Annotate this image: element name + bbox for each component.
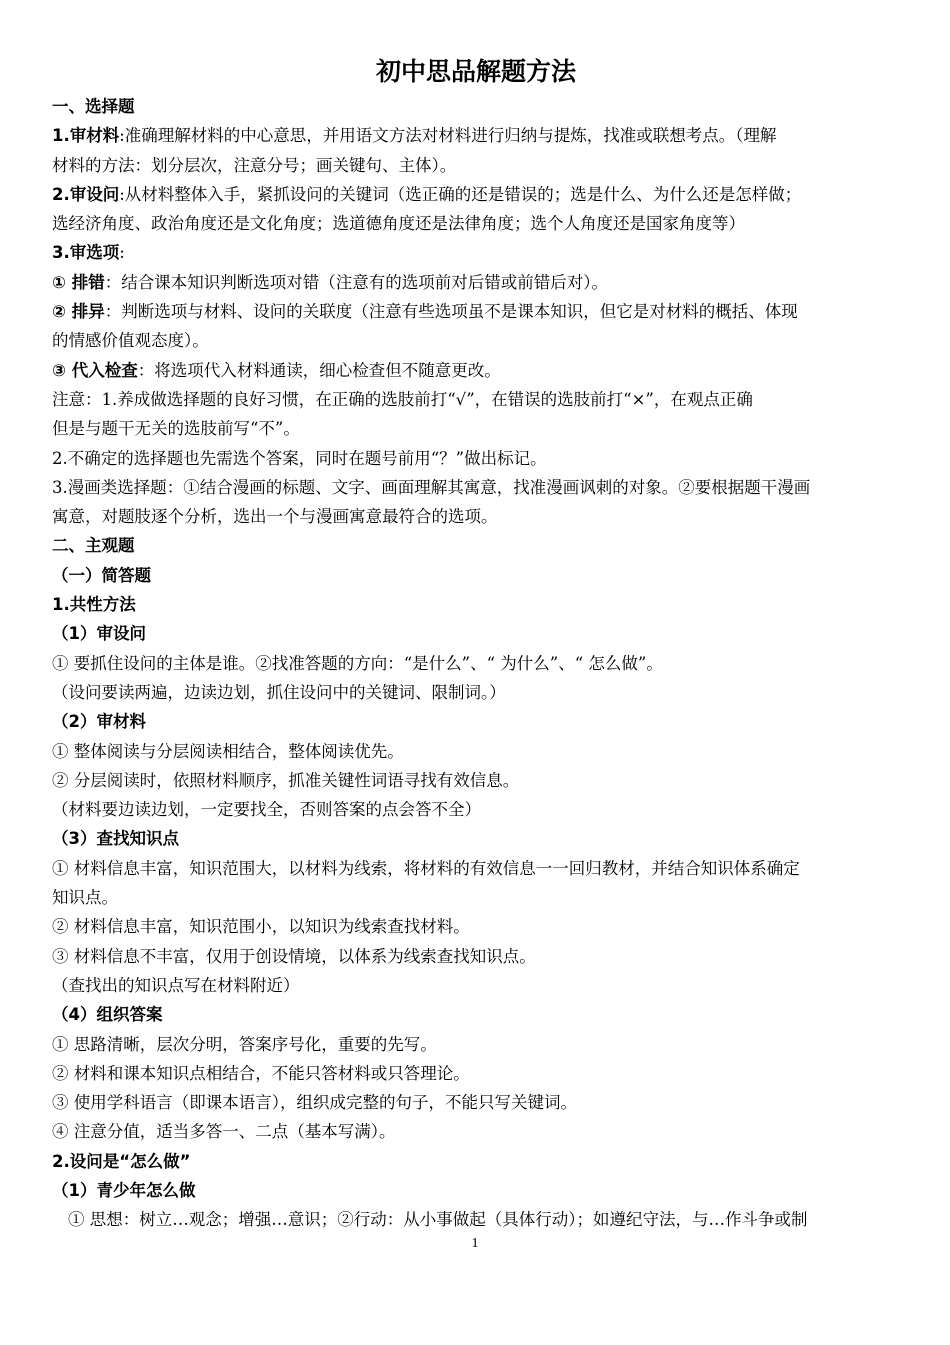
text-line xyxy=(52,502,900,531)
text-line xyxy=(52,1147,900,1176)
line-text: 寓意，对题肢逐个分析，选出一个与漫画寓意最符合的选项。 xyxy=(52,507,498,527)
document-body xyxy=(52,92,900,1235)
text-line xyxy=(52,561,900,590)
line-text: : xyxy=(119,243,125,263)
text-line xyxy=(52,590,900,619)
text-line xyxy=(52,180,900,209)
line-text: ② 分层阅读时，依照材料顺序，抓准关键性词语寻找有效信息。 xyxy=(52,770,520,790)
line-text: （查找出的知识点写在材料附近） xyxy=(52,975,300,995)
line-text: ③ 材料信息不丰富，仅用于创设情境，以体系为线索查找知识点。 xyxy=(52,946,536,966)
document-title: 初中思品解题方法 xyxy=(375,57,576,86)
line-text: ① 材料信息丰富，知识范围大，以材料为线索，将材料的有效信息一一回归教材，并结合知识体系确定 xyxy=(52,858,800,878)
text-line xyxy=(52,414,900,443)
text-line xyxy=(52,531,900,560)
document-page xyxy=(52,52,900,1235)
bold-heading: （一）简答题 xyxy=(52,565,151,585)
text-line xyxy=(52,444,900,473)
bold-heading: （3）查找知识点 xyxy=(52,829,179,849)
text-line xyxy=(52,326,900,355)
line-text: 选经济角度、政治角度还是文化角度；选道德角度还是法律角度；选个人角度还是国家角度等） xyxy=(52,214,745,234)
line-text: ：结合课本知识判断选项对错（注意有的选项前对后错或前错后对）。 xyxy=(104,272,608,292)
text-line xyxy=(52,1205,900,1234)
text-line xyxy=(52,971,900,1000)
text-line xyxy=(52,121,900,150)
bold-heading: 2.设问是“怎么做” xyxy=(52,1151,191,1171)
text-line xyxy=(52,883,900,912)
bold-heading: （2）审材料 xyxy=(52,712,146,732)
line-text: ③ 使用学科语言（即课本语言），组织成完整的句子，不能只写关键词。 xyxy=(52,1093,577,1113)
line-text: ① 思想：树立…观念；增强…意识；②行动：从小事做起（具体行动）；如遵纪守法，与…作斗争或制 xyxy=(68,1210,808,1230)
bold-heading: （1）审设问 xyxy=(52,624,146,644)
bold-heading: （1）青少年怎么做 xyxy=(52,1180,196,1200)
text-line xyxy=(52,297,900,326)
text-line xyxy=(52,854,900,883)
bold-heading: 二、主观题 xyxy=(52,536,135,556)
line-text: ① 思路清晰，层次分明，答案序号化，重要的先写。 xyxy=(52,1034,437,1054)
text-line xyxy=(52,912,900,941)
text-line xyxy=(52,1117,900,1146)
text-line xyxy=(52,151,900,180)
text-line xyxy=(52,1059,900,1088)
text-line xyxy=(52,649,900,678)
text-line xyxy=(52,385,900,414)
bold-heading: 2.审设问 xyxy=(52,184,120,204)
line-text: 的情感价值观态度）。 xyxy=(52,331,209,351)
text-line xyxy=(52,678,900,707)
text-line xyxy=(52,1000,900,1029)
bold-heading: （4）组织答案 xyxy=(52,1005,163,1025)
text-line xyxy=(52,795,900,824)
text-line xyxy=(52,473,900,502)
text-line xyxy=(52,707,900,736)
text-line xyxy=(52,737,900,766)
line-text: ② 材料和课本知识点相结合，不能只答材料或只答理论。 xyxy=(52,1063,470,1083)
text-line xyxy=(52,1176,900,1205)
line-text: ② 材料信息丰富，知识范围小，以知识为线索查找材料。 xyxy=(52,917,470,937)
line-text: ① 要抓住设问的主体是谁。②找准答题的方向：“是什么”、“ 为什么”、“ 怎么做”。 xyxy=(52,653,663,673)
line-text: 2.不确定的选择题也先需选个答案，同时在题号前用“？”做出标记。 xyxy=(52,448,547,468)
line-text: 知识点。 xyxy=(52,888,118,908)
line-text: 注意：1.养成做选择题的良好习惯，在正确的选肢前打“√”，在错误的选肢前打“×”，在观点正确 xyxy=(52,389,753,409)
text-line xyxy=(52,209,900,238)
text-line xyxy=(52,1030,900,1059)
line-text: ：将选项代入材料通读，细心检查但不随意更改。 xyxy=(137,360,501,380)
line-text: （材料要边读边划，一定要找全，否则答案的点会答不全） xyxy=(52,800,481,820)
page-number: 1 xyxy=(471,1236,479,1251)
line-text: ① 整体阅读与分层阅读相结合，整体阅读优先。 xyxy=(52,741,404,761)
text-line xyxy=(52,824,900,853)
line-text: :准确理解材料的中心意思，并用语文方法对材料进行归纳与提炼，找准或联想考点。（理解 xyxy=(119,126,777,146)
text-line xyxy=(52,92,900,121)
bold-heading: 1.共性方法 xyxy=(52,595,136,615)
line-text: （设问要读两遍，边读边划，抓住设问中的关键词、限制词。） xyxy=(52,682,506,702)
text-line xyxy=(52,1088,900,1117)
bold-heading: 一、选择题 xyxy=(52,97,135,116)
bold-heading: ① 排错 xyxy=(52,272,105,292)
text-line xyxy=(52,238,900,267)
bold-heading: ③ 代入检查 xyxy=(52,360,138,380)
text-line xyxy=(52,942,900,971)
bold-heading: 1.审材料 xyxy=(52,126,120,146)
line-text: 但是与题干无关的选肢前写“不”。 xyxy=(52,419,300,439)
text-line xyxy=(52,268,900,297)
text-line xyxy=(52,619,900,648)
line-text: ④ 注意分值，适当多答一、二点（基本写满）。 xyxy=(52,1122,396,1142)
bold-heading: 3.审选项 xyxy=(52,243,120,263)
line-text: ：判断选项与材料、设问的关联度（注意有些选项虽不是课本知识，但它是对材料的概括、体现 xyxy=(104,302,798,322)
text-line xyxy=(52,766,900,795)
line-text: :从材料整体入手，紧抓设问的关键词（选正确的还是错误的；选是什么、为什么还是怎样做； xyxy=(119,184,802,204)
bold-heading: ② 排异 xyxy=(52,302,105,322)
line-text: 3.漫画类选择题：①结合漫画的标题、文字、画面理解其寓意，找准漫画讽刺的对象。②要根据题干漫画 xyxy=(52,477,811,497)
text-line xyxy=(52,356,900,385)
line-text: 材料的方法：划分层次，注意分号；画关键句、主体）。 xyxy=(52,155,457,175)
